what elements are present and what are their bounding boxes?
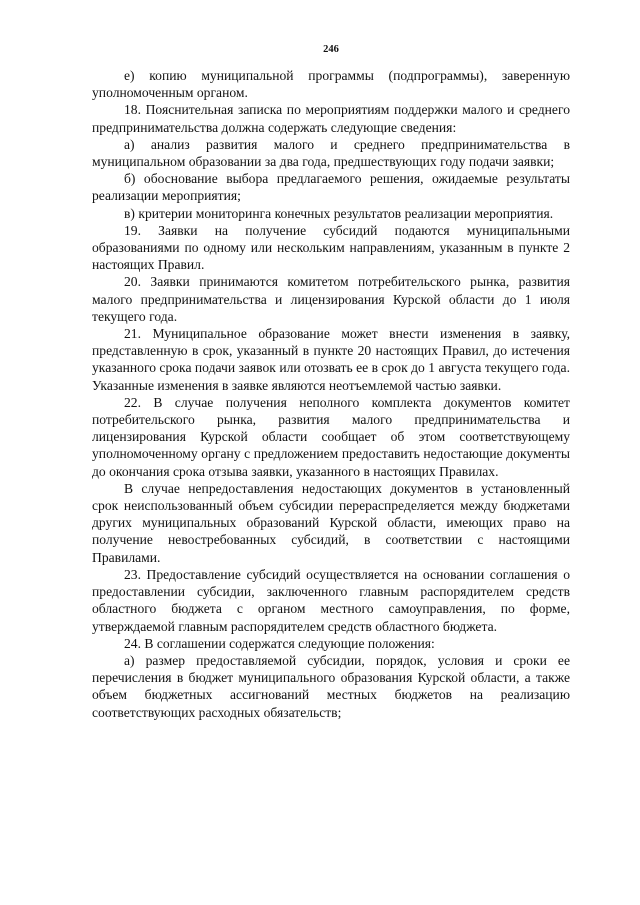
paragraph: 24. В соглашении содержатся следующие положения: xyxy=(124,635,435,651)
paragraph: 19. Заявки на получение субсидий подаются муниципальными образованиями по одному или нескольким направлениям, указанным в пункте 2 настоящих Правил. xyxy=(92,222,570,273)
paragraph: а) размер предоставляемой субсидии, порядок, условия и сроки ее перечисления в бюджет муниципального образования Курской области, а также объем бюджетных ассигнований местных бюджетов на реализацию соответствующих расходных обязательств; xyxy=(92,652,570,720)
paragraph: е) копию муниципальной программы (подпрограммы), заверенную уполномоченным органом. xyxy=(92,68,570,101)
paragraph: а) анализ развития малого и среднего предпринимательства в муниципальном образовании за два года, предшествующих году подачи заявки; xyxy=(92,136,570,170)
paragraph: 21. Муниципальное образование может внести изменения в заявку, представленную в срок, указанный в пункте 20 настоящих Правил, до истечения указанного срока подачи заявок или отозвать ее в срок до 1 августа текущего года. Указанные изменения в заявке являются неотъемлемой частью заявки. xyxy=(92,326,570,393)
paragraph: В случае непредоставления недостающих документов в установленный срок неиспользованный объем субсидии перераспределяется между бюджетами других муниципальных образований Курской области, имеющих право на получение невостребованных субсидий, в соответствии с настоящими Правилами. xyxy=(92,480,570,565)
paragraph: б) обоснование выбора предлагаемого решения, ожидаемые результаты реализации мероприятия; xyxy=(92,171,570,204)
paragraph: 22. В случае получения неполного комплекта документов комитет потребительского рынка, развития малого предпринимательства и лицензирования Курской области сообщает об этом соответствующему уполномоченному органу с предложением предоставить недостающие документы до окончания срока отзыва заявки, указанного в настоящих Правилах. xyxy=(92,394,570,479)
paragraph: 18. Пояснительная записка по мероприятиям поддержки малого и среднего предпринимательства должна содержать следующие сведения: xyxy=(92,102,570,135)
paragraph: 20. Заявки принимаются комитетом потребительского рынка, развития малого предпринимательства и лицензирования Курской области до 1 июля текущего года. xyxy=(92,274,570,324)
paragraph: 23. Предоставление субсидий осуществляется на основании соглашения о предоставлении субсидии, заключенного главным распорядителем средств областного бюджета с органом местного самоуправления, по форме, утверждаемой главным распорядителем средств областного бюджета. xyxy=(92,566,570,634)
paragraph: в) критерии мониторинга конечных результатов реализации мероприятия. xyxy=(124,205,554,221)
page-number: 246 xyxy=(323,44,339,55)
